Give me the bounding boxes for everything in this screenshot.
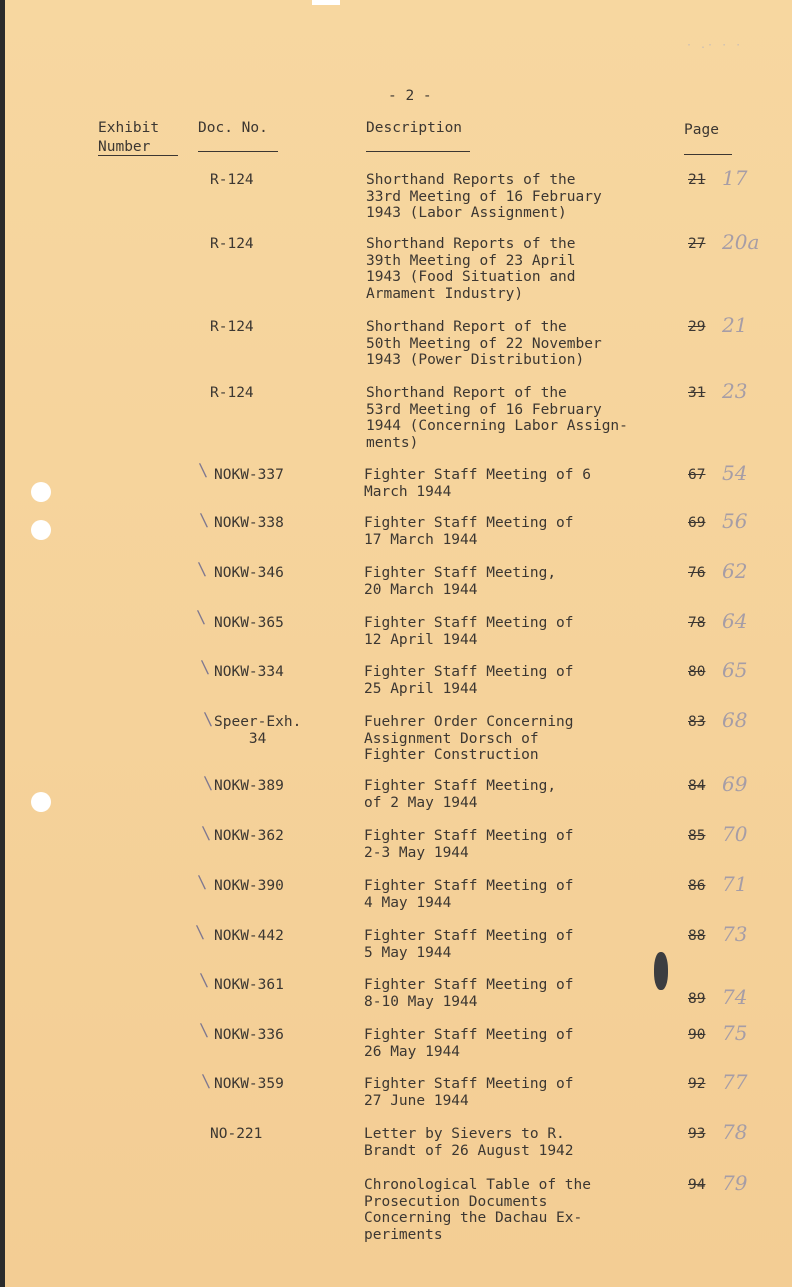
page-handwritten: 68 <box>722 708 748 732</box>
top-edge-mark <box>312 0 340 5</box>
check-mark: \ <box>197 871 207 894</box>
page-original: 92 <box>688 1076 706 1092</box>
page-handwritten: 20a <box>722 230 760 254</box>
page-original: 90 <box>688 1027 706 1043</box>
check-mark: \ <box>201 822 211 845</box>
page-original: 86 <box>688 878 706 894</box>
doc-number: NOKW-346 <box>214 565 284 581</box>
corner-note: · .· · · <box>686 40 743 51</box>
page-handwritten: 74 <box>722 985 748 1009</box>
description: Fighter Staff Meeting of 26 May 1944 <box>364 1027 574 1060</box>
check-mark: \ <box>200 656 210 679</box>
doc-number: NOKW-442 <box>214 928 284 944</box>
page-handwritten: 77 <box>722 1070 748 1094</box>
page-original: 80 <box>688 664 706 680</box>
doc-number: NOKW-389 <box>214 778 284 794</box>
check-mark: \ <box>197 558 207 581</box>
page-original: 29 <box>688 319 706 335</box>
page-original: 94 <box>688 1177 706 1193</box>
check-mark: \ <box>203 708 213 731</box>
description: Fighter Staff Meeting of 12 April 1944 <box>364 615 574 648</box>
header-doc-no <box>198 120 278 152</box>
check-mark: \ <box>195 921 205 944</box>
doc-number: R-124 <box>210 236 254 252</box>
doc-number: NOKW-390 <box>214 878 284 894</box>
page-handwritten: 79 <box>722 1171 748 1195</box>
punch-hole <box>31 792 51 812</box>
page-handwritten: 21 <box>722 313 748 337</box>
doc-number: R-124 <box>210 172 254 188</box>
page-handwritten: 69 <box>722 772 748 796</box>
page-handwritten: 75 <box>722 1021 748 1045</box>
page-handwritten: 56 <box>722 509 748 533</box>
doc-number: NOKW-334 <box>214 664 284 680</box>
page-handwritten: 62 <box>722 559 748 583</box>
header-exhibit-line2: Number <box>98 139 178 157</box>
page-original: 27 <box>688 236 706 252</box>
description: Chronological Table of the Prosecution Documents Concerning the Dachau Ex- periments <box>364 1177 591 1243</box>
page-original: 89 <box>688 991 706 1007</box>
page-handwritten: 23 <box>722 379 748 403</box>
check-mark: \ <box>203 772 213 795</box>
header-underline <box>198 151 278 152</box>
description: Fighter Staff Meeting of 4 May 1944 <box>364 878 574 911</box>
header-page-label: Page <box>684 122 719 138</box>
page-handwritten: 54 <box>722 461 748 485</box>
page-number: - 2 - <box>388 88 432 104</box>
page-original: 21 <box>688 172 706 188</box>
doc-number: NOKW-359 <box>214 1076 284 1092</box>
check-mark: \ <box>199 1019 209 1042</box>
doc-number: NOKW-362 <box>214 828 284 844</box>
header-exhibit-number <box>98 120 178 156</box>
description: Fighter Staff Meeting, of 2 May 1944 <box>364 778 557 811</box>
page-handwritten: 65 <box>722 658 748 682</box>
page-original: 93 <box>688 1126 706 1142</box>
header-description-label: Description <box>366 120 463 136</box>
page-original: 76 <box>688 565 706 581</box>
punch-hole <box>31 482 51 502</box>
page-handwritten: 64 <box>722 609 748 633</box>
page-handwritten: 78 <box>722 1120 748 1144</box>
description: Fighter Staff Meeting of 6 March 1944 <box>364 467 591 500</box>
page-original: 31 <box>688 385 706 401</box>
header-underline <box>366 151 470 152</box>
description: Fighter Staff Meeting of 2-3 May 1944 <box>364 828 574 861</box>
doc-number: NOKW-338 <box>214 515 284 531</box>
header-doc-no-label: Doc. No. <box>198 120 268 136</box>
punch-hole <box>31 520 51 540</box>
doc-number: NOKW-336 <box>214 1027 284 1043</box>
doc-number: NOKW-361 <box>214 977 284 993</box>
page-handwritten: 17 <box>722 166 748 190</box>
scan-left-edge <box>0 0 5 1287</box>
check-mark: \ <box>196 606 206 629</box>
description: Fighter Staff Meeting of 5 May 1944 <box>364 928 574 961</box>
header-description <box>366 120 470 152</box>
ink-smudge <box>654 952 668 990</box>
page-original: 83 <box>688 714 706 730</box>
header-underline <box>684 154 732 155</box>
description: Shorthand Report of the 53rd Meeting of 16 February 1944 (Concerning Labor Assign- ments) <box>366 385 628 451</box>
page-original: 69 <box>688 515 706 531</box>
doc-number: Speer-Exh. 34 <box>214 714 302 747</box>
description: Fuehrer Order Concerning Assignment Dorsch of Fighter Construction <box>364 714 574 763</box>
check-mark: \ <box>199 509 209 532</box>
description: Letter by Sievers to R. Brandt of 26 August 1942 <box>364 1126 574 1159</box>
doc-number: R-124 <box>210 319 254 335</box>
page-original: 85 <box>688 828 706 844</box>
page-original: 88 <box>688 928 706 944</box>
description: Shorthand Reports of the 33rd Meeting of 16 February 1943 (Labor Assignment) <box>366 172 602 221</box>
page-handwritten: 71 <box>722 872 748 896</box>
page-original: 67 <box>688 467 706 483</box>
doc-number: NOKW-337 <box>214 467 284 483</box>
description: Fighter Staff Meeting, 20 March 1944 <box>364 565 557 598</box>
check-mark: \ <box>198 459 208 482</box>
description: Shorthand Report of the 50th Meeting of 22 November 1943 (Power Distribution) <box>366 319 602 368</box>
doc-number: NOKW-365 <box>214 615 284 631</box>
page-handwritten: 70 <box>722 822 748 846</box>
page-original: 78 <box>688 615 706 631</box>
description: Fighter Staff Meeting of 27 June 1944 <box>364 1076 574 1109</box>
description: Fighter Staff Meeting of 25 April 1944 <box>364 664 574 697</box>
description: Shorthand Reports of the 39th Meeting of 23 April 1943 (Food Situation and Armament Industry) <box>366 236 576 302</box>
page-handwritten: 73 <box>722 922 748 946</box>
header-page <box>684 122 732 155</box>
description: Fighter Staff Meeting of 17 March 1944 <box>364 515 574 548</box>
check-mark: \ <box>199 969 209 992</box>
doc-number: NO-221 <box>210 1126 263 1142</box>
check-mark: \ <box>201 1070 211 1093</box>
description: Fighter Staff Meeting of 8-10 May 1944 <box>364 977 574 1010</box>
doc-number: R-124 <box>210 385 254 401</box>
page-original: 84 <box>688 778 706 794</box>
header-exhibit-line1: Exhibit <box>98 120 160 136</box>
